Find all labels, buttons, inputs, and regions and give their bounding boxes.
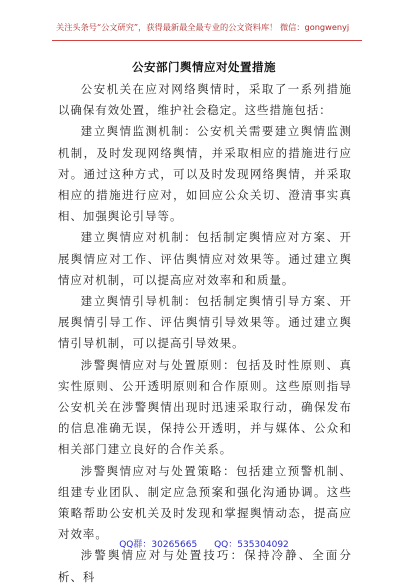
paragraph: 建立舆情监测机制：公安机关需要建立舆情监测机制，及时发现网络舆情，并采取相应的措施进行应对。通过这种方式，可以及时发现网络舆情，并采取相应的措施进行应对，如回应公众关切、澄清事实真相、加强舆论引导等。: [58, 124, 352, 224]
footer-qq: QQ：535304092: [214, 540, 289, 550]
paragraph: 公安机关在应对网络舆情时，采取了一系列措施以确保有效处置，维护社会稳定。这些措施包括：: [58, 82, 352, 118]
paragraph: 建立舆情应对机制：包括制定舆情应对方案、开展舆情应对工作、评估舆情应对效果等。通过建立舆情应对机制，可以提高应对效率和和质量。: [58, 230, 352, 287]
header-divider: [52, 40, 362, 41]
paragraph: 涉警舆情应对与处置策略：包括建立预警机制、组建专业团队、制定应急预案和强化沟通协调。这些策略帮助公安机关及时发现和掌握舆情动态，提高应对效率。: [58, 463, 352, 542]
footer-qq-group: QQ群：30265665: [119, 540, 198, 550]
paragraph: 涉警舆情应对与处置技巧：保持冷静、全面分析、科: [58, 548, 352, 584]
page-title: 公安部门舆情应对处置措施: [132, 60, 276, 74]
paragraph: 涉警舆情应对与处置原则：包括及时性原则、真实性原则、公开透明原则和合作原则。这些原则指导公安机关在涉警舆情出现时迅速采取行动，确保发布的信息准确无误，保持公开透明，并与媒体、公众和相关部门建立良好的合作关系。: [58, 357, 352, 457]
footer-contact: [0, 537, 408, 550]
header-banner: 关注头条号“公文研究”，获得最新最全最专业的公文资料库！ 微信：gongwenyj: [56, 22, 350, 32]
paragraph: 建立舆情引导机制：包括制定舆情引导方案、开展舆情引导工作、评估舆情引导效果等。通过建立舆情引导机制，可以提高引导效果。: [58, 294, 352, 351]
document-body: [58, 79, 352, 588]
